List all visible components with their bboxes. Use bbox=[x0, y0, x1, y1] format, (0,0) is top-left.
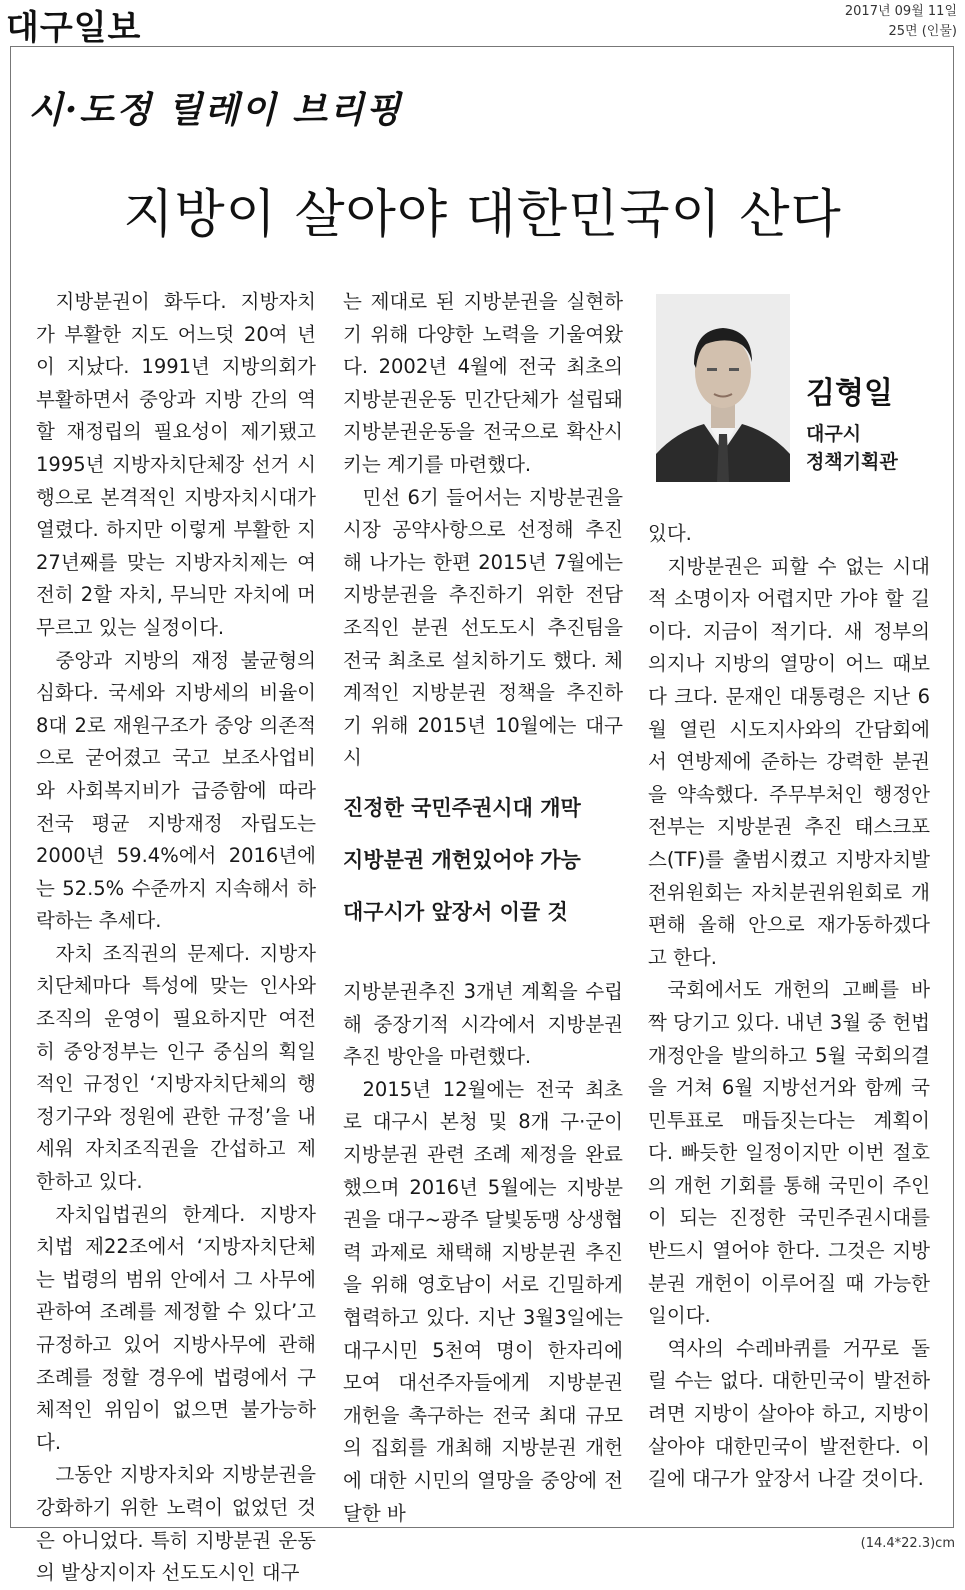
page-section: 25면 (인물) bbox=[888, 24, 957, 39]
paragraph: 중앙과 지방의 재정 불균형의 심화다. 국세와 지방세의 비율이 8대 2로 재원구조가 중앙 의존적으로 굳어졌고 국고 보조사업비와 사회복지비가 급증함에 따라 전국 평균 지방재정 자립도는 2000년 59.4%에서 2016년에는 52.5% 수준까지 지속해서 하락하는 추세다. bbox=[36, 648, 316, 933]
author-name: 김형일 bbox=[806, 376, 893, 411]
author-box bbox=[806, 374, 898, 476]
paragraph: 2015년 12월에는 전국 최초로 대구시 본청 및 8개 구·군이 지방분권 관련 조례 제정을 완료했으며 2016년 5월에는 지방분권을 대구~광주 달빛동맹 상생협력 과제로 채택해 지방분권 추진을 위해 영호남이 서로 긴밀하게 협력하고 있다. 지난 3월3일에는 대구시민 5천여 명이 한자리에 모여 대선주자들에게 지방분권 개헌을 촉구하는 전국 최대 규모의 집회를 개최해 지방분권 개헌에 대한 시민의 열망을 중앙에 전달한 바 bbox=[343, 1077, 623, 1525]
body-column-1 bbox=[36, 286, 316, 1590]
publication-date: 2017년 09월 11일 bbox=[844, 4, 957, 19]
newspaper-masthead: 대구일보 bbox=[6, 8, 142, 48]
body-column-2-top bbox=[343, 286, 623, 775]
paragraph: 민선 6기 들어서는 지방분권을 시장 공약사항으로 선정해 추진해 나가는 한편 2015년 7월에는 지방분권을 추진하기 위한 전담 조직인 분권 선도도시 추진팀을 전국 최초로 설치하기도 했다. 체계적인 지방분권 정책을 추진하기 위해 2015년 10월에는 대구시 bbox=[343, 485, 623, 770]
paragraph: 지방분권이 화두다. 지방자치가 부활한 지도 어느덧 20여 년이 지났다. 1991년 지방의회가 부활하면서 중앙과 지방 간의 역할 재정립의 필요성이 제기됐고 1995년 지방자치단체장 선거 시행으로 본격적인 지방자치시대가 열렸다. 하지만 이렇게 부활한 지 27년째를 맞는 지방자치제는 여전히 2할 자치, 무늬만 자치에 머무르고 있는 실정이다. bbox=[36, 290, 316, 639]
portrait-image bbox=[656, 294, 790, 482]
paragraph: 자치 조직권의 문제다. 지방자치단체마다 특성에 맞는 인사와 조직의 운영이 필요하지만 여전히 중앙정부는 인구 중심의 획일적인 규정인 ‘지방자치단체의 행정기구와 정원에 관한 규정’을 내세워 자치조직권을 간섭하고 제한하고 있다. bbox=[36, 941, 316, 1194]
paragraph: 있다. bbox=[648, 522, 692, 545]
paragraph: 는 제대로 된 지방분권을 실현하기 위해 다양한 노력을 기울여왔다. 2002년 4월에 전국 최초의 지방분권운동 민간단체가 설립돼 지방분권운동을 전국으로 확산시키는 계기를 마련했다. bbox=[343, 290, 623, 476]
subhead-line: 지방분권 개헌있어야 가능 bbox=[343, 848, 581, 872]
paragraph: 역사의 수레바퀴를 거꾸로 돌릴 수는 없다. 대한민국이 발전하려면 지방이 살아야 하고, 지방이 살아야 대한민국이 발전한다. 이 길에 대구가 앞장서 나갈 것이다. bbox=[648, 1336, 930, 1491]
series-title: 시·도정 릴레이 브리핑 bbox=[28, 89, 403, 131]
author-photo bbox=[656, 294, 790, 482]
subhead-line: 진정한 국민주권시대 개막 bbox=[343, 796, 581, 820]
publication-meta bbox=[845, 2, 957, 42]
subheads bbox=[343, 782, 633, 938]
body-column-2-bottom bbox=[343, 976, 623, 1530]
subhead-line: 대구시가 앞장서 이끌 것 bbox=[343, 900, 568, 924]
headline: 지방이 살아야 대한민국이 산다 bbox=[123, 185, 842, 245]
paragraph: 지방분권추진 3개년 계획을 수립해 중장기적 시각에서 지방분권 추진 방안을 마련했다. bbox=[343, 980, 623, 1069]
paragraph: 지방분권은 피할 수 없는 시대적 소명이자 어렵지만 가야 할 길이다. 지금이 적기다. 새 정부의 의지나 지방의 열망이 어느 때보다 크다. 문재인 대통령은 지난 6월 열린 시도지사와의 간담회에서 연방제에 준하는 강력한 분권을 약속했다. 주무부처인 행정안전부는 지방분권 추진 태스크포스(TF)를 출범시켰고 지방자치발전위원회는 자치분권위원회로 개편해 올해 안으로 재가동하겠다고 한다. bbox=[648, 554, 930, 969]
clipping-size: (14.4*22.3)cm bbox=[860, 1536, 955, 1551]
paragraph: 자치입법권의 한계다. 지방자치법 제22조에서 ‘지방자치단체는 법령의 범위 안에서 그 사무에 관하여 조례를 제정할 수 있다’고 규정하고 있어 지방사무에 관해 조례를 정할 경우에 법령에서 구체적인 위임이 없으면 불가능하다. bbox=[36, 1202, 316, 1454]
author-title: 정책기획관 bbox=[806, 451, 898, 473]
paragraph: 그동안 지방자치와 지방분권을 강화하기 위한 노력이 없었던 것은 아니었다. 특히 지방분권 운동의 발상지이자 선도도시인 대구 bbox=[36, 1463, 316, 1585]
paragraph: 국회에서도 개헌의 고삐를 바짝 당기고 있다. 내년 3월 중 헌법개정안을 발의하고 5월 국회의결을 거쳐 6월 지방선거와 함께 국민투표로 매듭짓는다는 계획이다. 빠듯한 일정이지만 이번 절호의 개헌 기회를 통해 국민이 주인이 되는 진정한 국민주권시대를 반드시 열어야 한다. 그것은 지방분권 개헌이 이루어질 때 가능한 일이다. bbox=[648, 978, 930, 1328]
author-org: 대구시 bbox=[806, 423, 862, 445]
body-column-3 bbox=[648, 518, 930, 1496]
